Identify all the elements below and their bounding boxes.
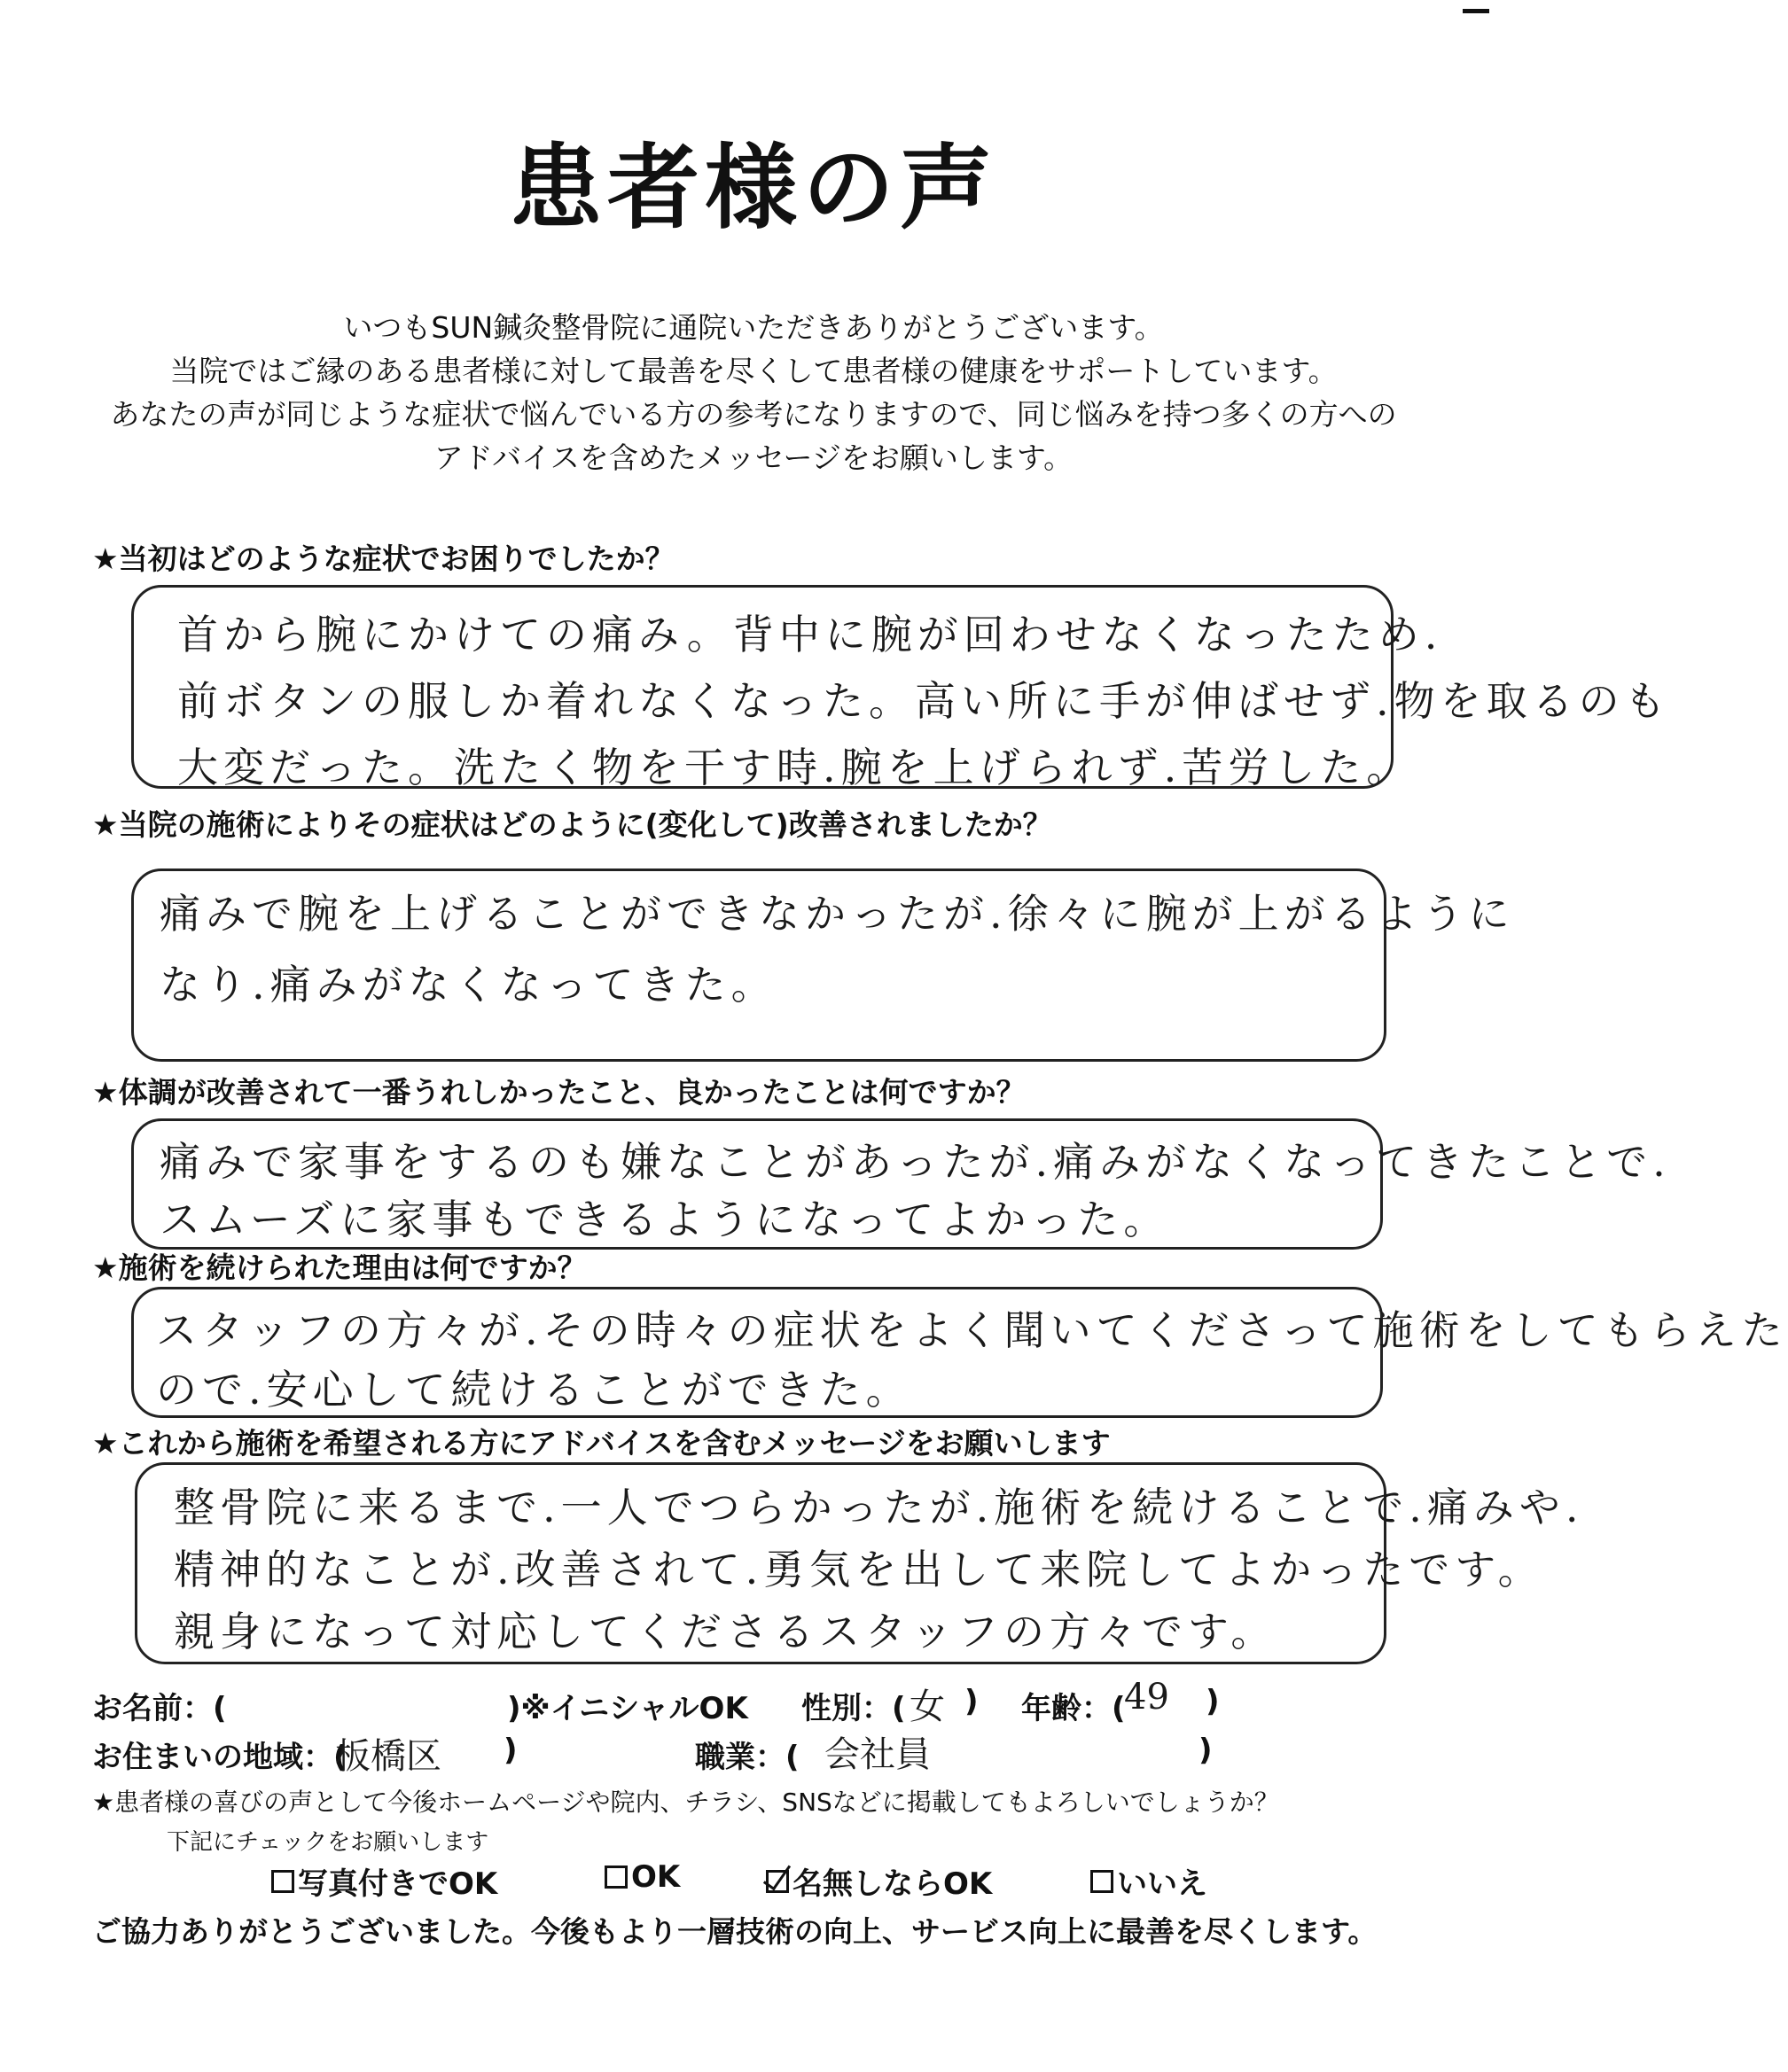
consent-option-label: OK <box>631 1859 681 1895</box>
checkbox-icon[interactable] <box>605 1866 628 1889</box>
answer-4-line: スタッフの方々が.その時々の症状をよく聞いてくださって施術をしてもらえた <box>156 1306 1788 1354</box>
job-label: 職業：( <box>695 1740 800 1775</box>
consent-option-ok[interactable] <box>605 1859 680 1895</box>
consent-option-label: いいえ <box>1117 1866 1207 1902</box>
answer-5-line: 整骨院に来るまで.一人でつらかったが.施術を続けることで.痛みや. <box>174 1484 1584 1531</box>
consent-option-anonymous[interactable] <box>766 1859 992 1903</box>
job-close: ) <box>1199 1733 1213 1768</box>
checkbox-icon[interactable] <box>1090 1870 1113 1893</box>
consent-option-label: 写真付きでOK <box>298 1866 498 1902</box>
checkbox-icon[interactable] <box>271 1870 294 1893</box>
answer-5-line: 精神的なことが.改善されて.勇気を出して来院してよかったです。 <box>174 1546 1544 1593</box>
answer-1-line: 首から腕にかけての痛み。背中に腕が回わせなくなったため. <box>177 611 1443 658</box>
answer-2-line: 痛みで腕を上げることができなかったが.徐々に腕が上がるように <box>160 890 1515 938</box>
answer-5-line: 親身になって対応してくださるスタッフの方々です。 <box>174 1608 1277 1655</box>
consent-question: ★患者様の喜びの声として今後ホームページや院内、チラシ、SNSなどに掲載してもよろしいでしょうか？ <box>92 1788 1279 1817</box>
age-label: 年齢：( <box>1021 1691 1126 1726</box>
gender-close: ) <box>964 1684 979 1719</box>
closing-message: ご協力ありがとうございました。今後もより一層技術の向上、サービス向上に最善を尽くします。 <box>92 1914 1378 1949</box>
intro-line: いつもSUN鍼灸整骨院に通院いただきありがとうございます。 <box>343 310 1164 345</box>
question-3-label: ★体調が改善されて一番うれしかったこと、良かったことは何ですか？ <box>92 1075 1026 1110</box>
answer-3-line: スムーズに家事もできるようになってよかった。 <box>160 1196 1170 1243</box>
area-close: ) <box>504 1733 518 1768</box>
question-2-label: ★当院の施術によりその症状はどのように(変化して)改善されましたか？ <box>92 807 1052 842</box>
corner-mark <box>1463 9 1489 13</box>
consent-instruction: 下記にチェックをお願いします <box>167 1829 489 1856</box>
consent-option-no[interactable] <box>1090 1859 1207 1903</box>
intro-line: あなたの声が同じような症状で悩んでいる方の参考になりますので、同じ悩みを持つ多くの方への <box>110 397 1397 432</box>
consent-option-photo[interactable] <box>271 1859 497 1903</box>
checkbox-checked-icon[interactable] <box>766 1870 789 1893</box>
gender-label: 性別：( <box>801 1691 906 1726</box>
gender-value: 女 <box>910 1686 945 1727</box>
consent-option-label: 名無しならOK <box>792 1866 993 1902</box>
answer-1-line: 大変だった。洗たく物を干す時.腕を上げられず.苦労した。 <box>177 744 1413 791</box>
intro-line: アドバイスを含めたメッセージをお願いします。 <box>433 440 1074 475</box>
job-value: 会社員 <box>824 1734 931 1775</box>
intro-text <box>0 306 1507 479</box>
age-value: 49 <box>1124 1677 1169 1718</box>
answer-4-line: ので.安心して続けることができた。 <box>156 1366 912 1414</box>
question-1-label: ★当初はどのような症状でお困りでしたか？ <box>92 541 675 576</box>
age-close: ) <box>1206 1684 1220 1719</box>
name-label: お名前：( <box>92 1691 227 1726</box>
name-initial-note: )※イニシャルOK <box>507 1691 748 1726</box>
question-5-label: ★これから施術を希望される方にアドバイスを含むメッセージをお願いします <box>92 1426 1111 1461</box>
answer-2-line: なり.痛みがなくなってきた。 <box>160 961 777 1009</box>
answer-1-line: 前ボタンの服しか着れなくなった。高い所に手が伸ばせず.物を取るのも <box>177 677 1671 725</box>
page-title: 患者様の声 <box>509 134 997 242</box>
intro-line: 当院ではご縁のある患者様に対して最善を尽くして患者様の健康をサポートしています。 <box>169 354 1338 388</box>
question-4-label: ★施術を続けられた理由は何ですか？ <box>92 1250 587 1285</box>
area-label: お住まいの地域：( <box>92 1740 347 1775</box>
area-value: 板橋区 <box>335 1736 441 1777</box>
answer-3-line: 痛みで家事をするのも嫌なことがあったが.痛みがなくなってきたことで. <box>160 1138 1671 1186</box>
